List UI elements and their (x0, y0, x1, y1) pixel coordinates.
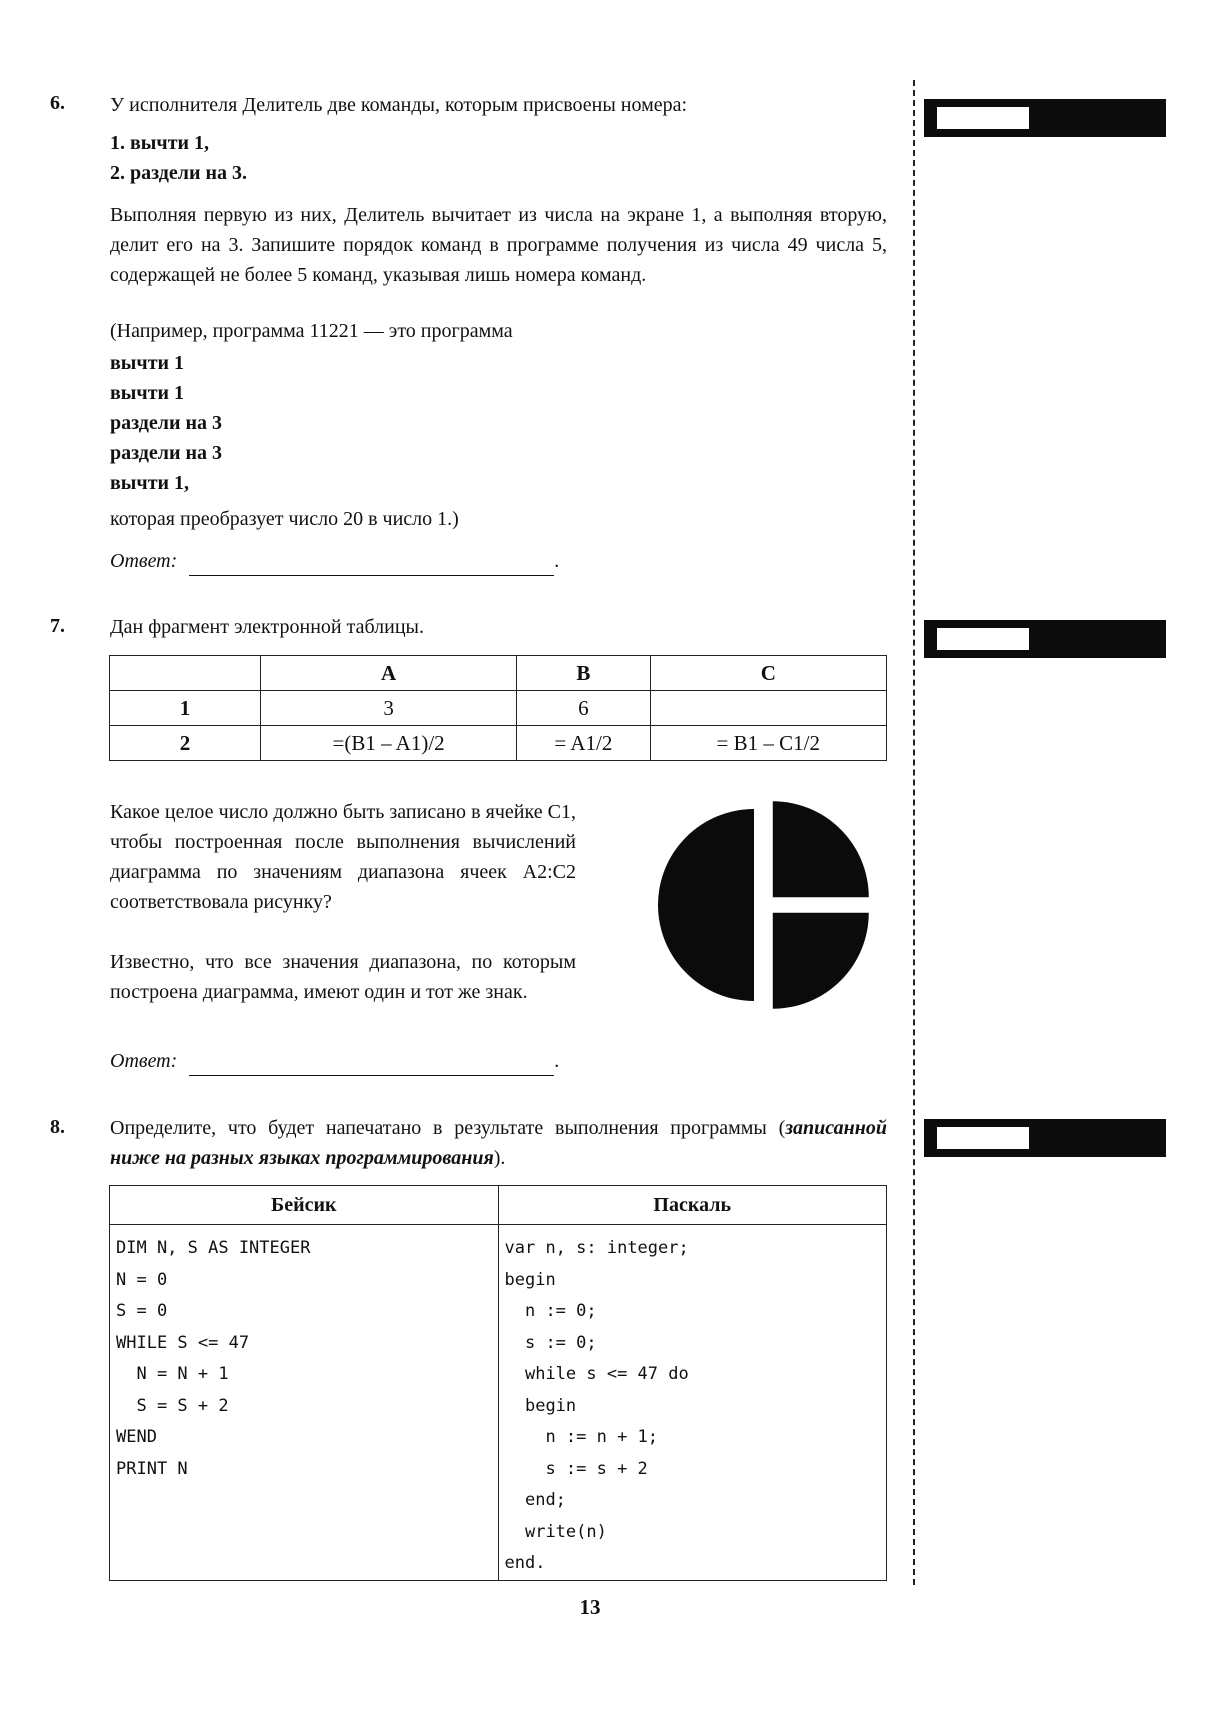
header-cell-c: C (650, 656, 886, 691)
q6-paragraph: Выполняя первую из них, Делитель вычитает из числа на экране 1, а выполняя вторую, делит его на 3. Запишите порядок команд в программе получения из числа 49 числа 5, содержащей не более 5 команд, указывая лишь номера команд. (110, 204, 887, 286)
table-row (110, 691, 887, 726)
q8-number: 8. (50, 1116, 65, 1138)
header-cell-a: A (261, 656, 517, 691)
q6-example-command: вычти 1, (110, 472, 190, 494)
q6-example-command: вычти 1 (110, 382, 185, 404)
page-number: 13 (579, 1595, 601, 1619)
answer-box-window (937, 1127, 1029, 1149)
margin-dashed-line (913, 80, 915, 1585)
row-header-2: 2 (110, 726, 261, 761)
q6-example-command: раздели на 3 (110, 442, 223, 464)
q6-example-command: раздели на 3 (110, 412, 223, 434)
pie-slice-upper-quarter (773, 801, 869, 897)
q6-example-end: которая преобразует число 20 в число 1.) (110, 508, 459, 530)
q6-answer-row (110, 546, 559, 576)
basic-header: Бейсик (110, 1186, 499, 1225)
cell-b1: 6 (517, 691, 650, 726)
basic-code: DIM N, S AS INTEGER N = 0 S = 0 WHILE S <= 47 N = N + 1 S = S + 2 WEND PRINT N (110, 1225, 499, 1581)
q6-command-1: 1. вычти 1, (110, 132, 210, 154)
code-table (109, 1185, 887, 1581)
table-row (110, 726, 887, 761)
pie-slice-lower-quarter (773, 913, 869, 1009)
q6-answer-end: . (554, 550, 560, 572)
pie-slice-half (658, 809, 754, 1001)
q8-intro-italic: записанной ниже на разных языках программирования (110, 1117, 887, 1169)
row-header-1: 1 (110, 691, 261, 726)
pie-chart (655, 790, 875, 1020)
code-header-row (110, 1186, 887, 1225)
q6-answer-line[interactable] (189, 574, 554, 576)
answer-box-q6 (924, 99, 1166, 137)
q7-question: Какое целое число должно быть записано в ячейке С1, чтобы построенная после выполнения вычислений диаграмма по значениям диапазона ячеек А2:С2 соответствовала рисунку? (110, 801, 576, 913)
answer-box-q7 (924, 620, 1166, 658)
q6-answer-label: Ответ: (110, 550, 178, 572)
answer-box-window (937, 107, 1029, 129)
q6-command-2: 2. раздели на 3. (110, 162, 248, 184)
q7-intro: Дан фрагмент электронной таблицы. (110, 616, 424, 638)
cell-a1: 3 (261, 691, 517, 726)
answer-box-q8 (924, 1119, 1166, 1157)
q6-example-command: вычти 1 (110, 352, 185, 374)
q6-intro: У исполнителя Делитель две команды, которым присвоены номера: (110, 94, 688, 116)
pascal-header: Паскаль (498, 1186, 887, 1225)
header-cell-b: B (517, 656, 650, 691)
q7-number: 7. (50, 615, 65, 637)
q8-intro-start: Определите, что будет напечатано в результате выполнения программы ( (110, 1117, 786, 1139)
q8-intro (110, 1113, 887, 1173)
cell-c1 (650, 691, 886, 726)
cell-b2: = A1/2 (517, 726, 650, 761)
code-body-row (110, 1225, 887, 1581)
q8-intro-end: ). (493, 1147, 506, 1169)
q6-example-intro: (Например, программа 11221 — это программа (110, 320, 513, 342)
q7-answer-label: Ответ: (110, 1050, 178, 1072)
spreadsheet-table (109, 655, 887, 761)
q7-answer-end: . (554, 1050, 560, 1072)
q7-answer-line[interactable] (189, 1074, 554, 1076)
q6-number: 6. (50, 92, 65, 114)
q7-answer-row (110, 1046, 559, 1076)
q7-note: Известно, что все значения диапазона, по которым построена диаграмма, имеют один и тот же знак. (110, 951, 576, 1003)
cell-c2: = B1 – C1/2 (650, 726, 886, 761)
header-cell-corner (110, 656, 261, 691)
cell-a2: =(B1 – A1)/2 (261, 726, 517, 761)
pascal-code: var n, s: integer; begin n := 0; s := 0; while s <= 47 do begin n := n + 1; s := s + 2 end; write(n) end. (498, 1225, 887, 1581)
answer-box-window (937, 628, 1029, 650)
table-header-row (110, 656, 887, 691)
